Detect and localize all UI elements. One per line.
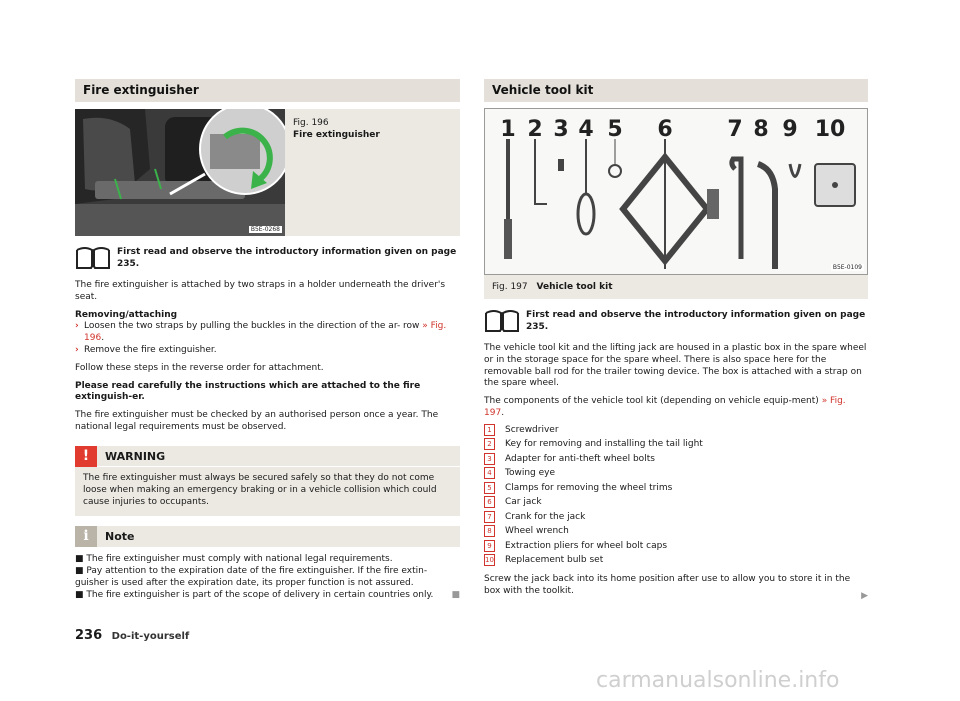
- component-number: 8: [484, 525, 495, 537]
- closing-text: Screw the jack back into its home position after use to allow you to store it in the box with the toolkit.: [484, 573, 851, 596]
- intro-text: The fire extinguisher is attached by two straps in a holder underneath the driver's seat.: [75, 280, 446, 302]
- figure-number: Fig. 196: [293, 118, 329, 128]
- check-text: The fire extinguisher must be checked by an authorised person once a year. The national legal requirements must be observed.: [75, 410, 439, 432]
- open-book-icon: [484, 307, 520, 333]
- component-number: 10: [485, 556, 494, 565]
- components-list: [484, 423, 868, 568]
- removing-heading: Removing/attaching: [75, 309, 178, 320]
- component-label: Car jack: [505, 497, 542, 508]
- warning-header: [75, 446, 460, 467]
- continue-arrow-icon: ▶: [861, 591, 868, 602]
- component-item: [484, 481, 868, 496]
- chevron-right-icon: ›: [75, 321, 79, 332]
- component-item: [484, 495, 868, 510]
- note-box: [75, 526, 460, 601]
- figure-caption: [484, 275, 868, 299]
- component-item: [484, 539, 868, 554]
- right-column: [484, 79, 868, 602]
- component-item: [484, 437, 868, 452]
- component-item: [484, 510, 868, 525]
- read-first-text: First read and observe the introductory information given on page 235.: [117, 247, 457, 269]
- callout-label: 10: [814, 117, 846, 142]
- component-label: Crank for the jack: [505, 511, 586, 522]
- component-item: [484, 524, 868, 539]
- note-title: Note: [105, 529, 135, 543]
- read-first-notice: [75, 244, 460, 274]
- note-body: [75, 553, 460, 601]
- figure-number: Fig. 197: [492, 282, 528, 292]
- callout-label: 3: [553, 117, 569, 142]
- end-of-section-icon: ■: [451, 589, 460, 600]
- component-item: [484, 423, 868, 438]
- watermark: carmanualsonline.info: [596, 668, 840, 693]
- callout-label: 2: [527, 117, 543, 142]
- page-number: 236: [75, 628, 103, 643]
- left-column: [75, 79, 460, 601]
- component-label: Towing eye: [505, 468, 556, 479]
- component-label: Replacement bulb set: [505, 555, 604, 566]
- fire-extinguisher-image: [75, 109, 285, 236]
- figure-196: [75, 109, 460, 236]
- components-intro: The components of the vehicle tool kit (depending on vehicle equip-ment) » Fig. 197.: [484, 396, 846, 418]
- component-item: [484, 452, 868, 467]
- figure-caption: [293, 117, 380, 141]
- step-1: [75, 321, 460, 345]
- component-number: 9: [484, 540, 495, 552]
- callout-label: 7: [727, 117, 743, 142]
- intro-text: The vehicle tool kit and the lifting jack are housed in a plastic box in the spare wheel or in the storage space for the spare wheel. There is also space here for the removable ball rod for the trailer towing device. The box is attached with a strap on the spare wheel.: [484, 343, 867, 389]
- component-label: Screwdriver: [505, 424, 559, 435]
- note-bullet-text: The fire extinguisher is part of the scope of delivery in certain countries only.: [86, 589, 434, 600]
- component-label: Adapter for anti-theft wheel bolts: [505, 453, 655, 464]
- component-number: 1: [484, 424, 495, 436]
- component-number: 6: [484, 496, 495, 508]
- note-bullet-text: The fire extinguisher must comply with national legal requirements.: [86, 553, 393, 564]
- info-icon: i: [75, 526, 97, 547]
- section-header-vehicle-tool-kit: Vehicle tool kit: [484, 79, 868, 102]
- step-text: Loosen the two straps by pulling the buckles in the direction of the ar- row: [84, 321, 420, 332]
- callout-label: 6: [657, 117, 673, 142]
- step-2: [75, 345, 460, 357]
- step-text: Remove the fire extinguisher.: [84, 344, 217, 355]
- callout-label: 8: [753, 117, 769, 142]
- reverse-text: Follow these steps in the reverse order for attachment.: [75, 362, 324, 373]
- open-book-icon: [75, 244, 111, 270]
- figure-title: Fire extinguisher: [293, 130, 380, 140]
- tool-kit-image: [484, 108, 868, 275]
- component-number: 2: [484, 438, 495, 450]
- component-label: Wheel wrench: [505, 526, 569, 537]
- note-bullet: ■ The fire extinguisher is part of the scope of delivery in certain countries only.: [75, 589, 434, 600]
- callout-label: 4: [578, 117, 594, 142]
- component-number: 5: [484, 482, 495, 494]
- read-first-text: First read and observe the introductory information given on page 235.: [526, 310, 866, 332]
- component-label: Key for removing and installing the tail light: [505, 439, 703, 450]
- component-label: Extraction pliers for wheel bolt caps: [505, 540, 668, 551]
- chapter-title: Do-it-yourself: [111, 631, 190, 642]
- step-suffix: .: [101, 333, 105, 344]
- callout-label: 9: [782, 117, 798, 142]
- note-bullet: ■ Pay attention to the expiration date of the fire extinguisher. If the fire extin-guisher is used after the expiration date, its proper function is not assured.: [75, 565, 428, 588]
- read-first-notice: [484, 307, 868, 337]
- component-number: 7: [484, 511, 495, 523]
- callout-label: 1: [500, 117, 516, 142]
- chevron-right-icon: ›: [75, 344, 79, 355]
- warning-icon: !: [75, 446, 97, 467]
- warning-text: The fire extinguisher must always be secured safely so that they do not come loose when making an emergency braking or in a vehicle collision which could cause injuries to occupants.: [83, 472, 437, 507]
- warning-box: [75, 446, 460, 516]
- figure-197: [484, 108, 868, 299]
- component-label: Clamps for removing the wheel trims: [505, 482, 673, 493]
- warning-title: WARNING: [105, 449, 166, 463]
- figure-link[interactable]: » Fig. 197: [484, 396, 846, 418]
- figure-code: B5E-0268: [250, 226, 280, 233]
- component-item: [484, 466, 868, 481]
- figure-title: Vehicle tool kit: [536, 282, 613, 292]
- component-number: 3: [484, 453, 495, 465]
- component-item: [484, 553, 868, 568]
- section-header-fire-extinguisher: Fire extinguisher: [75, 79, 460, 102]
- callout-label: 5: [607, 117, 623, 142]
- note-header: [75, 526, 460, 547]
- figure-link[interactable]: » Fig. 196: [84, 321, 447, 344]
- figure-code: B5E-0109: [832, 264, 862, 271]
- components-intro-text: The components of the vehicle tool kit (depending on vehicle equip-ment): [484, 396, 819, 407]
- page-footer: [75, 628, 189, 643]
- component-number: 4: [484, 467, 495, 479]
- note-bullet: ■ The fire extinguisher must comply with national legal requirements.: [75, 553, 393, 564]
- note-bullet-text: Pay attention to the expiration date of the fire extinguisher. If the fire extin-guisher is used after the expiration date, its proper function is not assured.: [75, 565, 428, 588]
- instruction-text: Please read carefully the instructions which are attached to the fire extinguish-er.: [75, 380, 421, 403]
